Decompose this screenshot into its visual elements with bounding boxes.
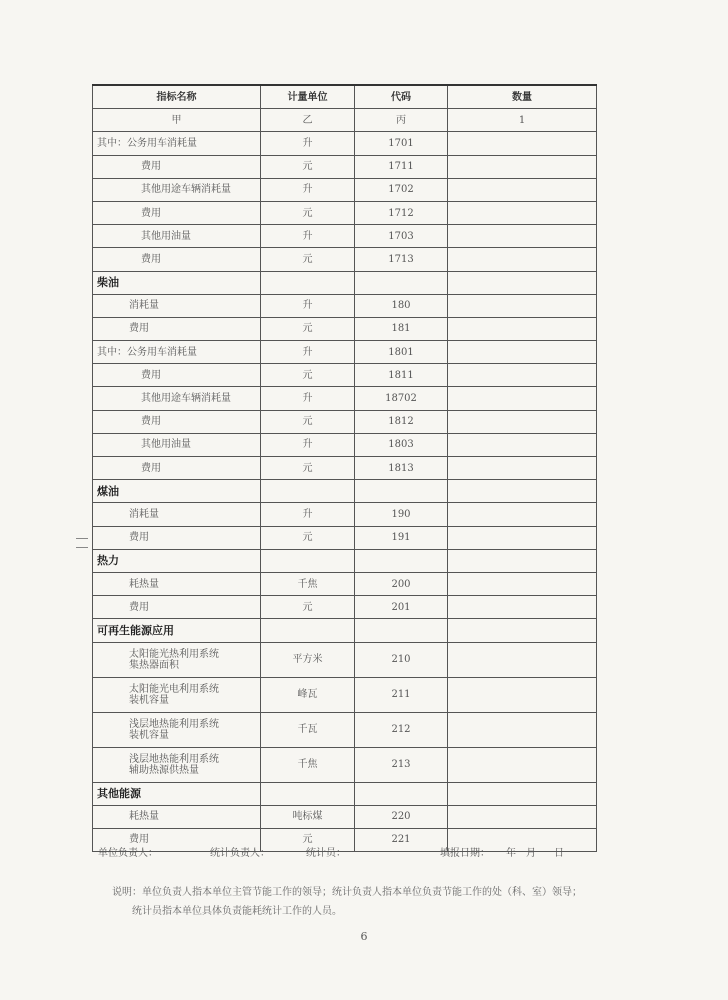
indicator-name [93, 201, 261, 224]
indicator-name-line: 费用 [141, 161, 161, 173]
indicator-name-line: 辅助热源供热量 [129, 764, 199, 776]
indicator-name [93, 225, 261, 248]
quantity-cell[interactable] [448, 642, 597, 677]
indicator-name-line: 费用 [141, 207, 161, 219]
indicator-name-line: 浅层地热能利用系统 [129, 718, 219, 730]
table-row [93, 317, 597, 340]
code-cell: 1711 [355, 155, 448, 178]
code-cell: 181 [355, 317, 448, 340]
quantity-cell[interactable] [448, 549, 597, 572]
indicator-name [93, 248, 261, 271]
unit-cell: 元 [261, 596, 355, 619]
table-row [93, 248, 597, 271]
indicator-name-line: 耗热量 [129, 578, 159, 590]
quantity-cell[interactable] [448, 805, 597, 828]
unit-cell [261, 619, 355, 642]
unit-cell: 升 [261, 178, 355, 201]
unit-cell: 元 [261, 155, 355, 178]
unit-cell: 元 [261, 248, 355, 271]
quantity-cell[interactable] [448, 294, 597, 317]
indicator-name [93, 341, 261, 364]
indicator-name [93, 433, 261, 456]
indicator-name-line: 装机容量 [129, 729, 169, 741]
code-cell [355, 619, 448, 642]
code-cell: 1813 [355, 457, 448, 480]
quantity-cell[interactable] [448, 619, 597, 642]
quantity-cell[interactable] [448, 677, 597, 712]
table-row [93, 572, 597, 595]
index-cell: 乙 [261, 109, 355, 132]
quantity-cell[interactable] [448, 433, 597, 456]
unit-cell: 峰瓦 [261, 677, 355, 712]
day-label: 日 [554, 848, 564, 859]
section-row [93, 271, 597, 294]
code-cell: 213 [355, 747, 448, 782]
year-label: 年 [506, 848, 516, 859]
unit-cell: 元 [261, 201, 355, 224]
quantity-cell[interactable] [448, 747, 597, 782]
indicator-name-line: 其中：公务用车消耗量 [97, 137, 197, 149]
indicator-name-line: 耗热量 [129, 811, 159, 823]
unit-cell: 平方米 [261, 642, 355, 677]
code-cell: 1703 [355, 225, 448, 248]
code-cell: 1712 [355, 201, 448, 224]
unit-cell: 升 [261, 433, 355, 456]
indicator-name-line: 太阳能光电利用系统 [129, 683, 219, 695]
quantity-cell[interactable] [448, 480, 597, 503]
indicator-name-line: 其他用途车辆消耗量 [141, 184, 231, 196]
indicator-name-line: 消耗量 [129, 300, 159, 312]
code-cell: 1812 [355, 410, 448, 433]
table-row [93, 178, 597, 201]
indicator-name-line: 费用 [141, 416, 161, 428]
code-cell: 1801 [355, 341, 448, 364]
indicator-name-line: 太阳能光热利用系统 [129, 648, 219, 660]
unit-cell: 升 [261, 132, 355, 155]
unit-cell: 千焦 [261, 572, 355, 595]
code-cell: 1713 [355, 248, 448, 271]
code-cell [355, 480, 448, 503]
indicator-name [93, 677, 261, 712]
unit-cell: 元 [261, 526, 355, 549]
unit-cell: 升 [261, 503, 355, 526]
table-row [93, 341, 597, 364]
section-title [93, 271, 261, 294]
table-row [93, 503, 597, 526]
statistician-label: 统计员： [306, 848, 346, 859]
table-row [93, 642, 597, 677]
section-row [93, 549, 597, 572]
code-cell: 1811 [355, 364, 448, 387]
indicator-name-line: 集热器面积 [129, 659, 179, 671]
quantity-cell[interactable] [448, 225, 597, 248]
indicator-name [93, 747, 261, 782]
unit-head-label: 单位负责人： [98, 848, 158, 859]
table-row [93, 155, 597, 178]
unit-cell: 元 [261, 457, 355, 480]
code-cell: 180 [355, 294, 448, 317]
indicator-name-line: 其他用途车辆消耗量 [141, 393, 231, 405]
unit-cell: 元 [261, 364, 355, 387]
section-title [93, 782, 261, 805]
index-cell: 1 [448, 109, 597, 132]
quantity-cell[interactable] [448, 341, 597, 364]
indicator-name [93, 503, 261, 526]
quantity-cell[interactable] [448, 457, 597, 480]
header-indicator-name: 指标名称 [93, 85, 261, 109]
month-label: 月 [526, 848, 536, 859]
table-row [93, 747, 597, 782]
indicator-name-line: 其他用油量 [141, 439, 191, 451]
table-row [93, 364, 597, 387]
code-cell [355, 782, 448, 805]
code-cell: 1702 [355, 178, 448, 201]
quantity-cell[interactable] [448, 317, 597, 340]
unit-cell: 升 [261, 387, 355, 410]
unit-cell: 元 [261, 410, 355, 433]
table-row [93, 387, 597, 410]
table-row [93, 132, 597, 155]
section-row [93, 782, 597, 805]
indicator-name-line: 费用 [129, 323, 149, 335]
indicator-name [93, 364, 261, 387]
explanation-note [112, 883, 652, 921]
quantity-cell[interactable] [448, 572, 597, 595]
table-row [93, 596, 597, 619]
section-row [93, 480, 597, 503]
unit-cell: 升 [261, 341, 355, 364]
unit-cell: 升 [261, 225, 355, 248]
section-title [93, 619, 261, 642]
unit-cell [261, 480, 355, 503]
table-row [93, 294, 597, 317]
unit-cell [261, 549, 355, 572]
quantity-cell[interactable] [448, 271, 597, 294]
unit-cell: 千瓦 [261, 712, 355, 747]
indicator-name-line: 费用 [141, 462, 161, 474]
table-row [93, 201, 597, 224]
indicator-name [93, 642, 261, 677]
code-cell: 212 [355, 712, 448, 747]
code-cell [355, 271, 448, 294]
quantity-cell[interactable] [448, 178, 597, 201]
note-line-1: 说明：单位负责人指本单位主管节能工作的领导；统计负责人指本单位负责节能工作的处（科、室）领导； [112, 887, 582, 898]
table-row [93, 457, 597, 480]
code-cell: 1803 [355, 433, 448, 456]
quantity-cell[interactable] [448, 503, 597, 526]
table-row [93, 677, 597, 712]
indicator-name [93, 712, 261, 747]
indicator-name-line: 可再生能源应用 [97, 623, 174, 637]
quantity-cell[interactable] [448, 782, 597, 805]
indicator-name [93, 572, 261, 595]
indicator-name [93, 526, 261, 549]
quantity-cell[interactable] [448, 155, 597, 178]
index-cell: 丙 [355, 109, 448, 132]
indicator-name-line: 柴油 [97, 276, 119, 290]
indicator-name [93, 178, 261, 201]
indicator-name-line: 煤油 [97, 484, 119, 498]
table-header-row [93, 85, 597, 109]
header-code: 代码 [355, 85, 448, 109]
header-quantity: 数量 [448, 85, 597, 109]
indicator-name-line: 费用 [141, 369, 161, 381]
section-row [93, 619, 597, 642]
unit-cell: 千焦 [261, 747, 355, 782]
table-row [93, 712, 597, 747]
quantity-cell[interactable] [448, 712, 597, 747]
table-row [93, 433, 597, 456]
indicator-name-line: 装机容量 [129, 694, 169, 706]
unit-cell [261, 271, 355, 294]
header-unit: 计量单位 [261, 85, 355, 109]
code-cell: 200 [355, 572, 448, 595]
quantity-cell[interactable] [448, 248, 597, 271]
code-cell: 221 [355, 828, 448, 851]
indicator-name-line: 热力 [97, 554, 119, 568]
stat-head-label: 统计负责人： [210, 848, 270, 859]
page-number: 6 [360, 930, 368, 943]
energy-consumption-table [92, 84, 597, 852]
indicator-name-line: 费用 [129, 834, 149, 846]
section-title [93, 549, 261, 572]
indicator-name [93, 457, 261, 480]
quantity-cell[interactable] [448, 132, 597, 155]
indicator-name [93, 132, 261, 155]
section-title [93, 480, 261, 503]
code-cell: 18702 [355, 387, 448, 410]
indicator-name [93, 387, 261, 410]
code-cell: 220 [355, 805, 448, 828]
indicator-name-line: 其中：公务用车消耗量 [97, 346, 197, 358]
quantity-cell[interactable] [448, 526, 597, 549]
indicator-name [93, 317, 261, 340]
note-line-2: 统计员指本单位具体负责能耗统计工作的人员。 [132, 906, 342, 917]
code-cell: 210 [355, 642, 448, 677]
code-cell [355, 549, 448, 572]
indicator-name-line: 费用 [129, 601, 149, 613]
unit-cell: 元 [261, 828, 355, 851]
indicator-name [93, 155, 261, 178]
unit-cell: 升 [261, 294, 355, 317]
margin-mark [76, 538, 88, 548]
code-cell: 191 [355, 526, 448, 549]
indicator-name [93, 596, 261, 619]
table-row [93, 805, 597, 828]
indicator-name-line: 消耗量 [129, 508, 159, 520]
code-cell: 211 [355, 677, 448, 712]
indicator-name-line: 其他能源 [97, 787, 141, 801]
table-index-row [93, 109, 597, 132]
quantity-cell[interactable] [448, 387, 597, 410]
table-row [93, 526, 597, 549]
quantity-cell[interactable] [448, 364, 597, 387]
indicator-name [93, 294, 261, 317]
indicator-name [93, 805, 261, 828]
unit-cell: 元 [261, 317, 355, 340]
indicator-name-line: 费用 [129, 532, 149, 544]
indicator-name-line: 费用 [141, 253, 161, 265]
code-cell: 201 [355, 596, 448, 619]
quantity-cell[interactable] [448, 201, 597, 224]
code-cell: 1701 [355, 132, 448, 155]
quantity-cell[interactable] [448, 410, 597, 433]
table-row [93, 410, 597, 433]
fill-date-label: 填报日期： [440, 848, 490, 859]
index-cell: 甲 [93, 109, 261, 132]
indicator-name-line: 浅层地热能利用系统 [129, 753, 219, 765]
unit-cell [261, 782, 355, 805]
indicator-name [93, 410, 261, 433]
unit-cell: 吨标煤 [261, 805, 355, 828]
table-row [93, 225, 597, 248]
indicator-name-line: 其他用油量 [141, 230, 191, 242]
quantity-cell[interactable] [448, 596, 597, 619]
code-cell: 190 [355, 503, 448, 526]
